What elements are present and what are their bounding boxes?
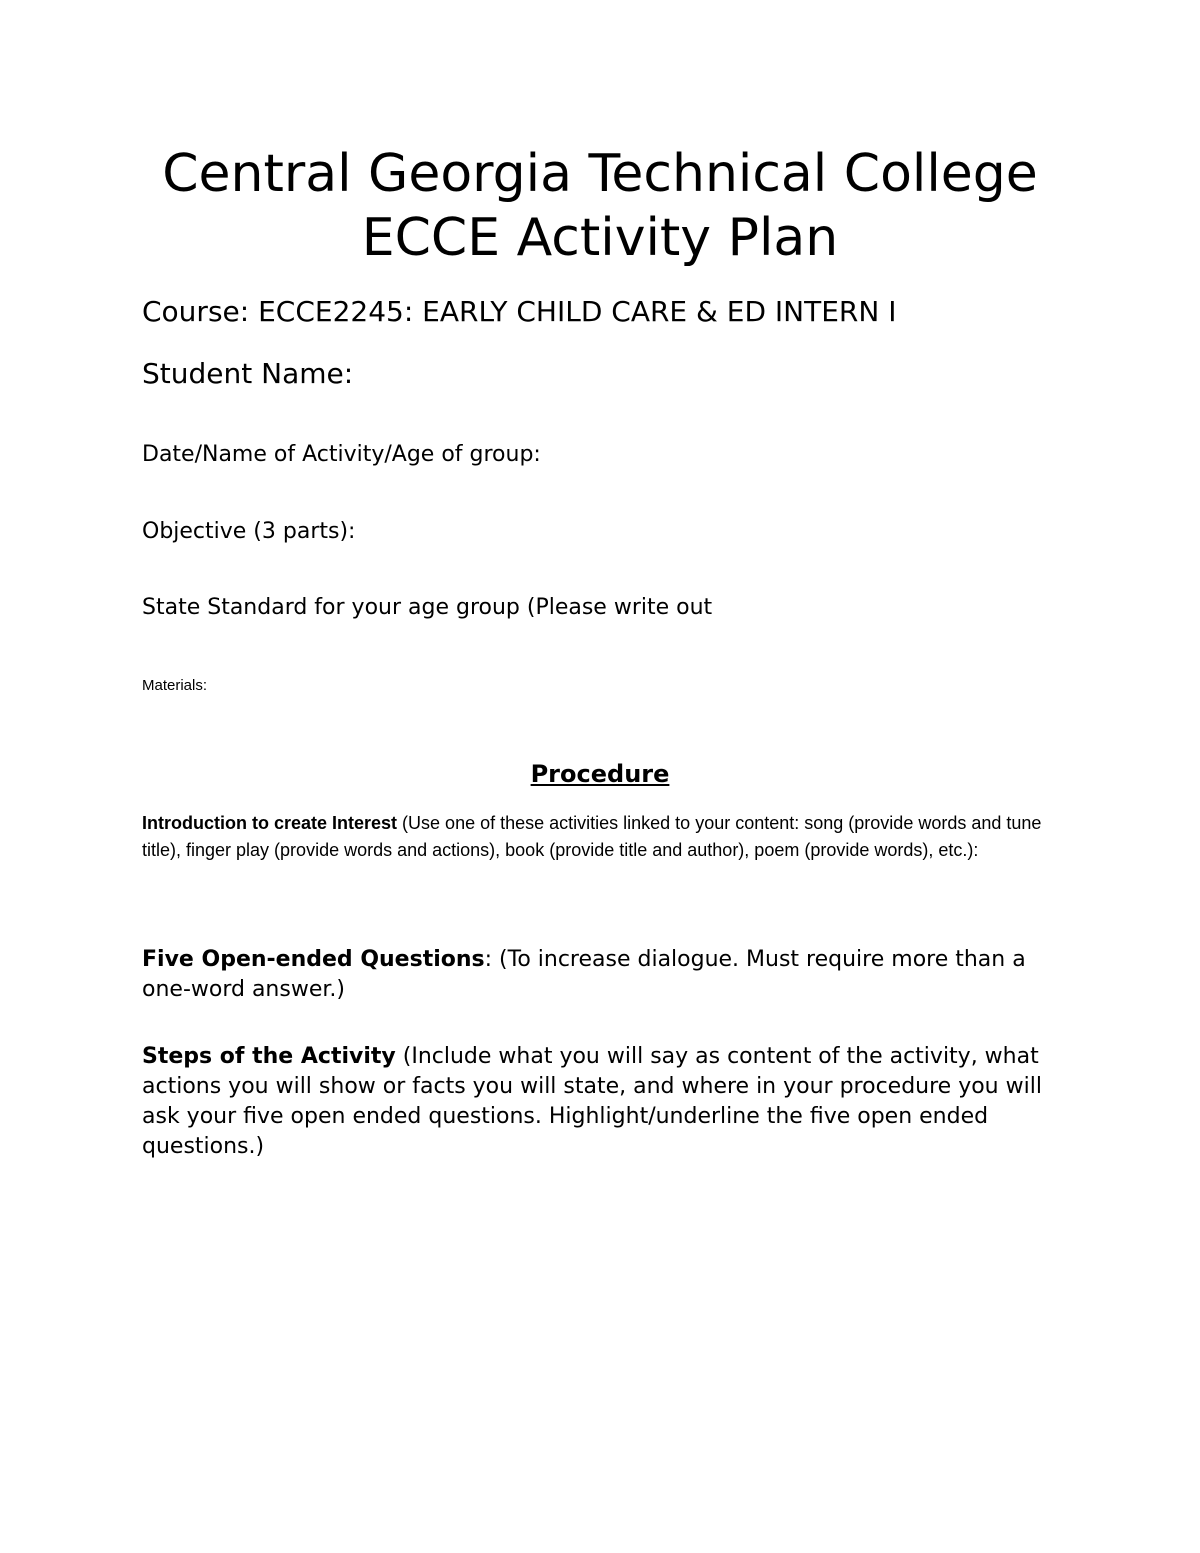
materials-line: Materials: — [142, 677, 208, 694]
course-line: Course: ECCE2245: EARLY CHILD CARE & ED INTERN I — [142, 295, 897, 328]
questions-paragraph — [142, 945, 1062, 1005]
questions-text: : (To increase dialogue. Must require more than a one-word answer.) — [142, 947, 1026, 1002]
objective-line: Objective (3 parts): — [142, 519, 356, 544]
steps-lead: Steps of the Activity — [142, 1044, 396, 1069]
state-standard-line: State Standard for your age group (Please write out — [142, 595, 713, 620]
plan-title: ECCE Activity Plan — [361, 208, 839, 268]
introduction-paragraph — [142, 810, 1062, 864]
steps-paragraph — [142, 1042, 1062, 1162]
introduction-lead: Introduction to create Interest — [142, 813, 398, 833]
steps-text: (Include what you will say as content of the activity, what actions you will show or facts you will state, and where in your procedure you will ask your five open ended questions. Highlight/underline the five open ended questions.) — [142, 1044, 1042, 1159]
questions-lead: Five Open-ended Questions — [142, 947, 485, 972]
college-title: Central Georgia Technical College — [162, 144, 1038, 204]
procedure-heading: Procedure — [530, 760, 670, 788]
student-name-line: Student Name: — [142, 357, 354, 390]
introduction-text: (Use one of these activities linked to your content: song (provide words and tune title), finger play (provide words and actions), book (provide title and author), poem (provide words), etc.): — [142, 813, 1042, 860]
date-activity-age-line: Date/Name of Activity/Age of group: — [142, 442, 541, 467]
